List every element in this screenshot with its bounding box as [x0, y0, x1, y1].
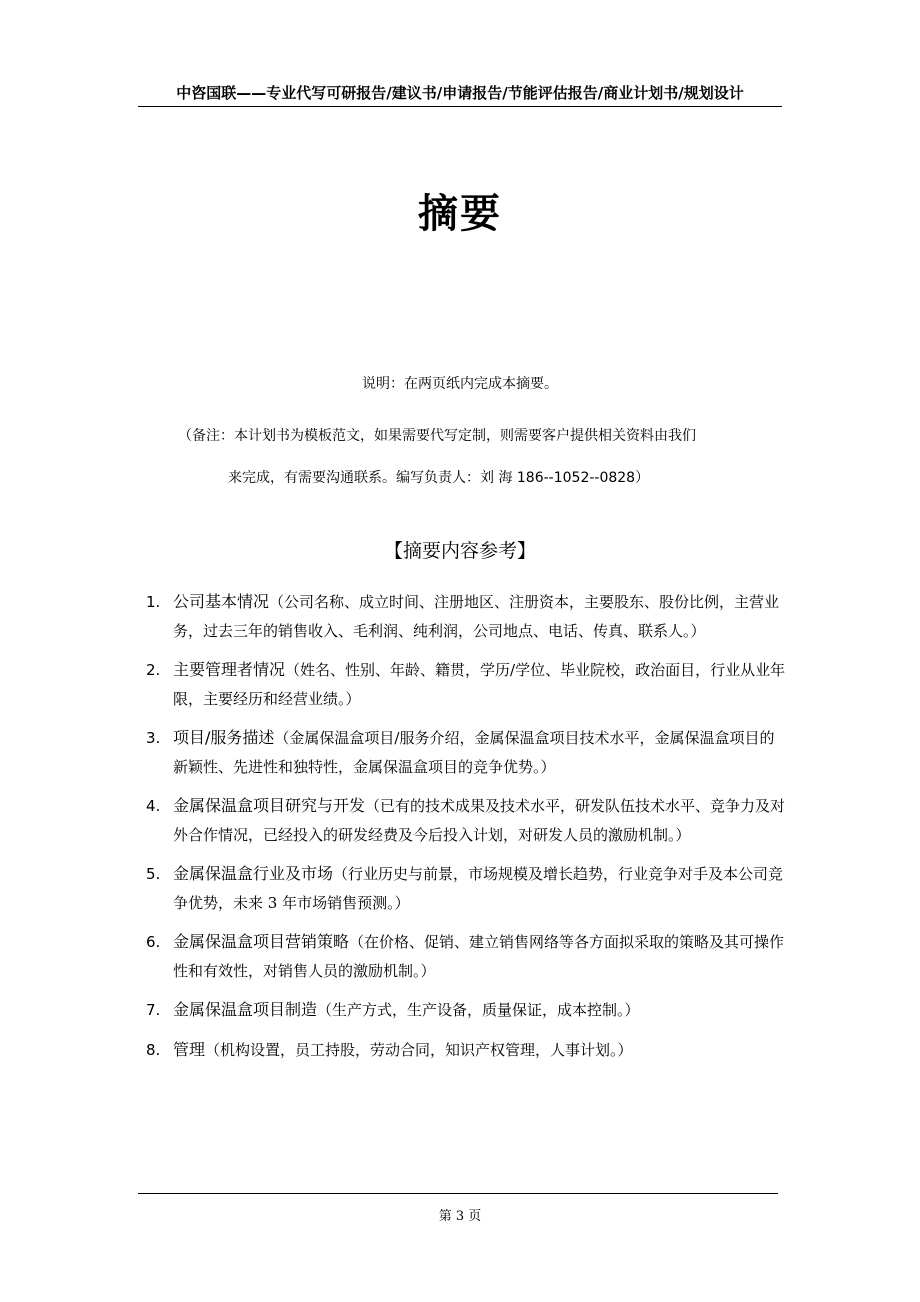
item-description: （金属保温盒项目/服务介绍，金属保温盒项目技术水平，金属保温盒项目的新颖性、先进性和独特性，金属保温盒项目的竞争优势。） — [173, 729, 775, 776]
item-heading: 金属保温盒项目研究与开发 — [173, 796, 366, 815]
item-number: 3. — [146, 729, 161, 747]
item-number: 7. — [146, 1001, 161, 1019]
summary-reference-list — [146, 588, 786, 1075]
item-number: 8. — [146, 1040, 161, 1059]
instruction-note: 说明：在两页纸内完成本摘要。 — [362, 376, 558, 392]
header-divider — [138, 106, 782, 107]
item-heading: 主要管理者情况 — [173, 660, 286, 679]
remark-line-1: （备注：本计划书为模板范文，如果需要代写定制，则需要客户提供相关资料由我们 — [178, 428, 696, 444]
list-item — [146, 792, 786, 849]
list-item — [146, 1036, 786, 1065]
item-number: 5. — [146, 865, 161, 883]
list-item — [146, 996, 786, 1025]
item-heading: 项目/服务描述 — [173, 728, 275, 747]
list-item — [146, 588, 786, 645]
item-description: （生产方式，生产设备，质量保证，成本控制。） — [317, 1001, 640, 1019]
item-heading: 金属保温盒行业及市场 — [173, 864, 334, 883]
page-title: 摘要 — [418, 191, 502, 237]
item-number: 4. — [146, 797, 161, 815]
item-description: （在价格、促销、建立销售网络等各方面拟采取的策略及其可操作性和有效性，对销售人员的激励机制。） — [173, 933, 785, 980]
remark-line-2: 来完成，有需要沟通联系。编写负责人：刘 海 186--1052--0828） — [228, 470, 650, 486]
item-description: （姓名、性别、年龄、籍贯，学历/学位、毕业院校，政治面目，行业从业年限，主要经历和经营业绩。） — [173, 661, 786, 708]
item-description: （公司名称、成立时间、注册地区、注册资本，主要股东、股份比例，主营业务，过去三年的销售收入、毛利润、纯利润，公司地点、电话、传真、联系人。） — [173, 593, 780, 640]
list-item — [146, 656, 786, 713]
item-number: 6. — [146, 933, 161, 951]
item-heading: 金属保温盒项目营销策略 — [173, 932, 350, 951]
item-heading: 金属保温盒项目制造 — [173, 1000, 318, 1019]
item-description: （行业历史与前景，市场规模及增长趋势，行业竞争对手及本公司竞争优势，未来 3 年市场销售预测。） — [173, 865, 784, 912]
item-number: 2. — [146, 661, 161, 679]
item-description: （机构设置，员工持股，劳动合同，知识产权管理，人事计划。） — [205, 1040, 633, 1059]
item-heading: 管理 — [173, 1039, 206, 1059]
footer-divider — [138, 1193, 778, 1194]
page-header: 中咨国联——专业代写可研报告/建议书/申请报告/节能评估报告/商业计划书/规划设计 — [176, 84, 744, 102]
section-title: 【摘要内容参考】 — [383, 540, 536, 562]
list-item — [146, 860, 786, 917]
list-item — [146, 928, 786, 985]
item-number: 1. — [146, 593, 161, 611]
item-heading: 公司基本情况 — [173, 592, 270, 611]
list-item — [146, 724, 786, 781]
item-description: （已有的技术成果及技术水平，研发队伍技术水平、竞争力及对外合作情况，已经投入的研发经费及今后投入计划，对研发人员的激励机制。） — [173, 797, 786, 844]
page-number: 第 3 页 — [438, 1209, 482, 1224]
